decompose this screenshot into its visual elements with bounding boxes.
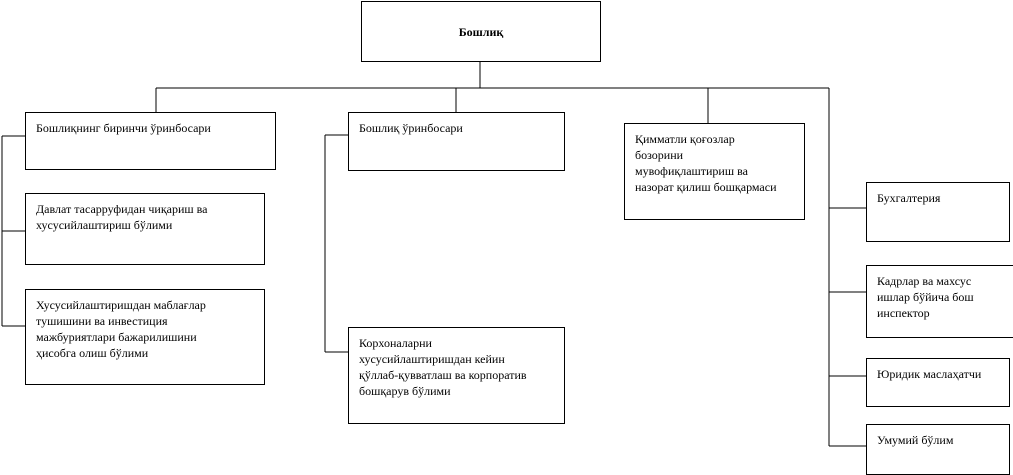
box-general: Умумий бўлим bbox=[866, 424, 1010, 475]
box-deputy: Бошлиқ ўринбосари bbox=[348, 112, 565, 171]
box-accounting: Бухгалтерия bbox=[866, 182, 1010, 242]
box-dept-funds: Хусусийлаштиришдан маблағлар тушишини ва инвестиция мажбуриятлари бажарилишини ҳисобга олиш бўлими bbox=[25, 289, 265, 385]
box-head bbox=[361, 1, 601, 62]
box-first-deputy: Бошлиқнинг биринчи ўринбосари bbox=[25, 112, 276, 170]
box-dept-enterprises: Корхоналарни хусусийлаштиришдан кейин қўллаб-қувватлаш ва корпоратив бошқарув бўлими bbox=[348, 327, 565, 424]
box-head-label: Бошлиқ bbox=[458, 24, 504, 39]
box-dept-state-exit: Давлат тасарруфидан чиқариш ва хусусийлаштириш бўлими bbox=[25, 193, 265, 265]
box-legal: Юридик маслаҳатчи bbox=[866, 358, 1010, 407]
box-securities: Қимматли қоғозлар бозорини мувофиқлаштириш ва назорат қилиш бошқармаси bbox=[624, 123, 805, 220]
box-hr-inspector: Кадрлар ва махсус ишлар бўйича бош инспектор bbox=[866, 265, 1013, 338]
